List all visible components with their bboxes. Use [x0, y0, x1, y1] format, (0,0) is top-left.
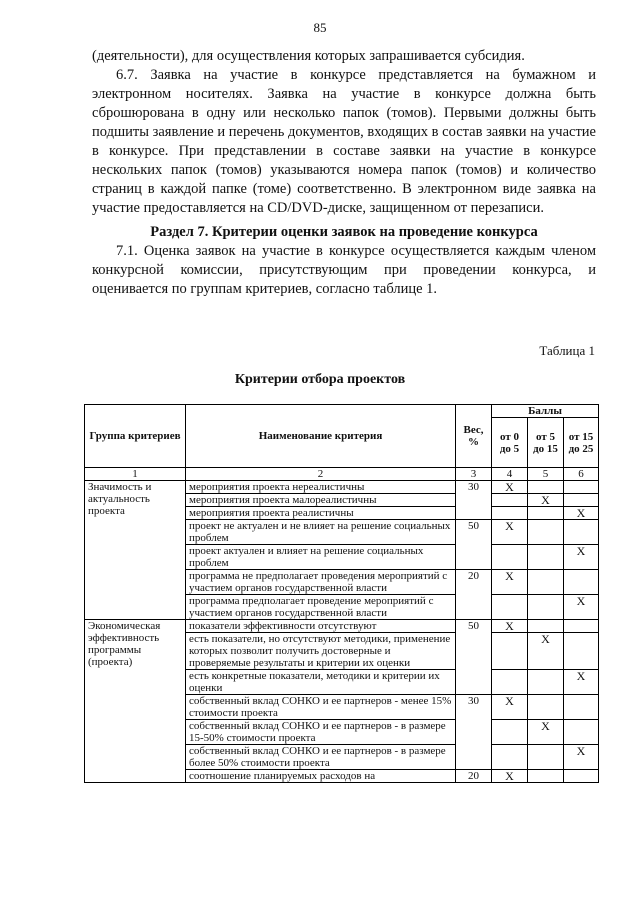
group-significance: Значимость и актуальность проекта — [85, 481, 186, 620]
header-points: Баллы — [492, 405, 599, 418]
col-number: 3 — [456, 468, 492, 481]
table-label: Таблица 1 — [539, 343, 595, 358]
weight-cell: 20 — [456, 570, 492, 620]
mark-cell: X — [564, 507, 599, 520]
paragraph-continuation: (деятельности), для осуществления которых запрашивается субсидия. — [92, 48, 525, 64]
mark-cell: X — [528, 633, 564, 670]
criterion: мероприятия проекта нереалистичны — [186, 481, 456, 494]
weight-cell: 30 — [456, 481, 492, 520]
weight-cell: 50 — [456, 520, 492, 570]
header-range-5-15: от 5 до 15 — [528, 418, 564, 468]
mark-cell: X — [492, 620, 528, 633]
criterion: собственный вклад СОНКО и ее партнеров - менее 15% стоимости проекта — [186, 695, 456, 720]
table-row — [85, 481, 599, 494]
criterion: мероприятия проекта реалистичны — [186, 507, 456, 520]
paragraph-6-7: 6.7. Заявка на участие в конкурсе представляется на бумажном и электронном носителях. Заявка на участие в конкурсе должна быть сброшюрована в одну или несколько папок (томов). Первыми должны быть подшиты заявление и перечень документов, входящих в состав заявки на участие в конкурсе. При представлении в составе заявки на участие в конкурсе нескольких папок (томов) указываются номера папок (томов) и количество страниц в каждой папке (томе) соответственно. В электронном виде заявка на участие предоставляется на CD/DVD-диске, защищенном от перезаписи. — [92, 67, 596, 216]
header-range-0-5: от 0 до 5 — [492, 418, 528, 468]
criterion: соотношение планируемых расходов на — [186, 770, 456, 783]
mark-cell: X — [492, 481, 528, 494]
criteria-table — [84, 404, 599, 783]
col-number: 2 — [186, 468, 456, 481]
group-efficiency: Экономическая эффективность программы (проекта) — [85, 620, 186, 783]
criterion: программа не предполагает проведения мероприятий с участием органов государственной власти — [186, 570, 456, 595]
page-number: 85 — [313, 20, 327, 35]
criterion: проект не актуален и не влияет на решение социальных проблем — [186, 520, 456, 545]
criterion: есть конкретные показатели, методики и критерии их оценки — [186, 670, 456, 695]
body-text — [92, 47, 596, 299]
mark-cell: X — [492, 520, 528, 545]
col-number: 4 — [492, 468, 528, 481]
criterion: мероприятия проекта малореалистичны — [186, 494, 456, 507]
mark-cell: X — [528, 720, 564, 745]
col-number: 1 — [85, 468, 186, 481]
section-title: Раздел 7. Критерии оценки заявок на проведение конкурса — [150, 224, 538, 240]
mark-cell: X — [564, 745, 599, 770]
weight-cell: 50 — [456, 620, 492, 695]
mark-cell: X — [492, 570, 528, 595]
header-weight: Вес, % — [456, 405, 492, 468]
table-row — [85, 620, 599, 633]
mark-cell: X — [492, 770, 528, 783]
table-title: Критерии отбора проектов — [234, 372, 406, 387]
header-group: Группа критериев — [85, 405, 186, 468]
mark-cell: X — [564, 670, 599, 695]
col-number: 6 — [564, 468, 599, 481]
criterion: собственный вклад СОНКО и ее партнеров - в размере 15-50% стоимости проекта — [186, 720, 456, 745]
mark-cell: X — [492, 695, 528, 720]
paragraph-7-1: 7.1. Оценка заявок на участие в конкурсе осуществляется каждым членом конкурсной комиссии, присутствующим при проведении конкурса, и оценивается по группам критериев, согласно таблице 1. — [92, 243, 596, 297]
weight-cell: 30 — [456, 695, 492, 770]
criterion: проект актуален и влияет на решение социальных проблем — [186, 545, 456, 570]
criterion: программа предполагает проведение мероприятий с участием органов государственной власти — [186, 595, 456, 620]
header-criterion: Наименование критерия — [186, 405, 456, 468]
criterion: есть показатели, но отсутствуют методики, применение которых позволит получить достоверные и проверяемые результаты и критерии их оценки — [186, 633, 456, 670]
mark-cell: X — [528, 494, 564, 507]
criterion: показатели эффективности отсутствуют — [186, 620, 456, 633]
mark-cell: X — [564, 545, 599, 570]
header-range-15-25: от 15 до 25 — [564, 418, 599, 468]
criterion: собственный вклад СОНКО и ее партнеров - в размере более 50% стоимости проекта — [186, 745, 456, 770]
column-numbers-row — [85, 468, 599, 481]
weight-cell: 20 — [456, 770, 492, 783]
col-number: 5 — [528, 468, 564, 481]
mark-cell: X — [564, 595, 599, 620]
